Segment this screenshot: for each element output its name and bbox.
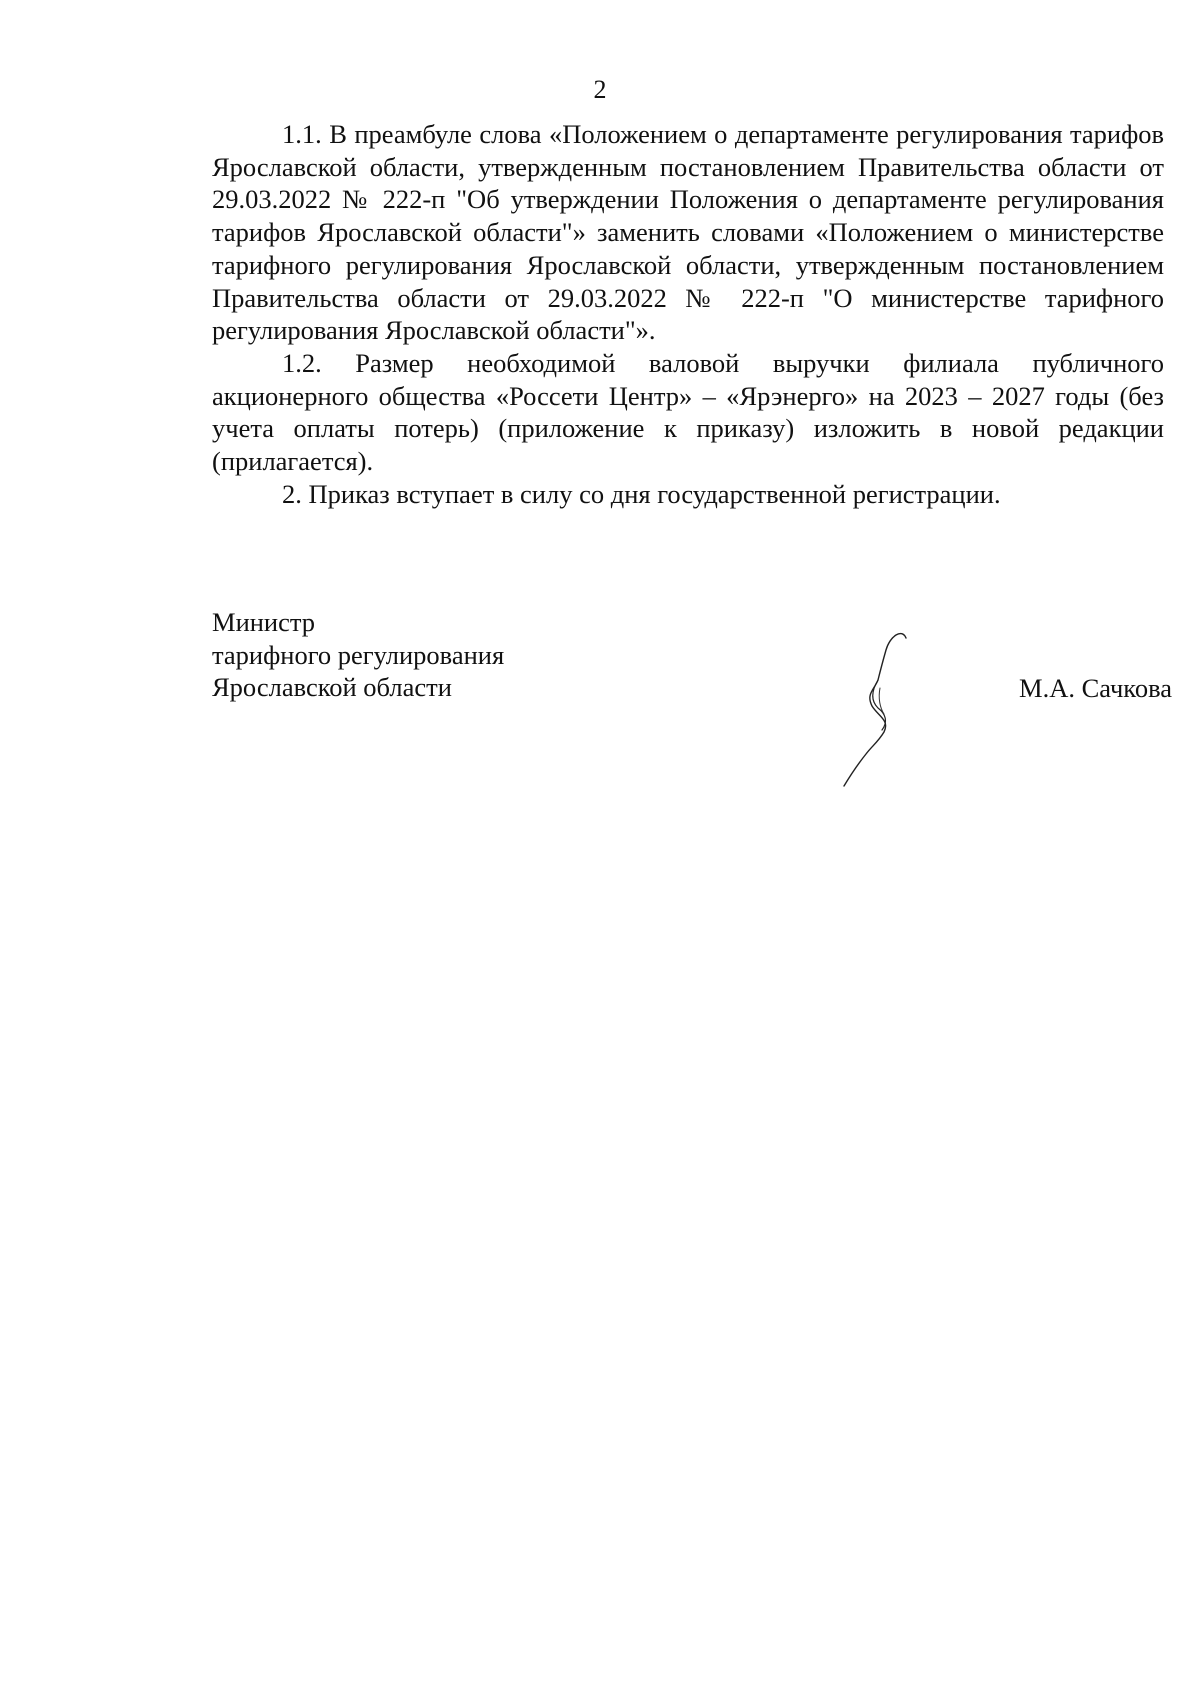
position-line-1: Министр xyxy=(212,607,316,637)
document-body xyxy=(212,118,1164,510)
paragraph-1-1: 1.1. В преамбуле слова «Положением о департаменте регулирования тарифов Ярославской области, утвержденным постановлением Правительства области от 29.03.2022 № 222-п "Об утверждении Положения о департаменте регулирования тарифов Ярославской области"» заменить словами «Положением о министерстве тарифного регулирования Ярославской области, утвержденным постановлением Правительства области от 29.03.2022 № 222-п "О министерстве тарифного регулирования Ярославской области"». xyxy=(212,119,1164,346)
position-line-3: Ярославской области xyxy=(212,672,452,703)
paragraph-1-2: 1.2. Размер необходимой валовой выручки филиала публичного акционерного общества «Россети Центр» – «Ярэнерго» на 2023 – 2027 годы (без учета оплаты потерь) (приложение к приказу) изложить в новой редакции (прилагается). xyxy=(212,347,1164,477)
signer-name: М.А. Сачкова xyxy=(1019,673,1172,703)
position-line-2: тарифного регулирования xyxy=(212,639,505,670)
page-number: 2 xyxy=(593,75,607,104)
handwritten-signature xyxy=(820,628,930,788)
paragraph-2: 2. Приказ вступает в силу со дня государственной регистрации. xyxy=(282,478,1001,509)
